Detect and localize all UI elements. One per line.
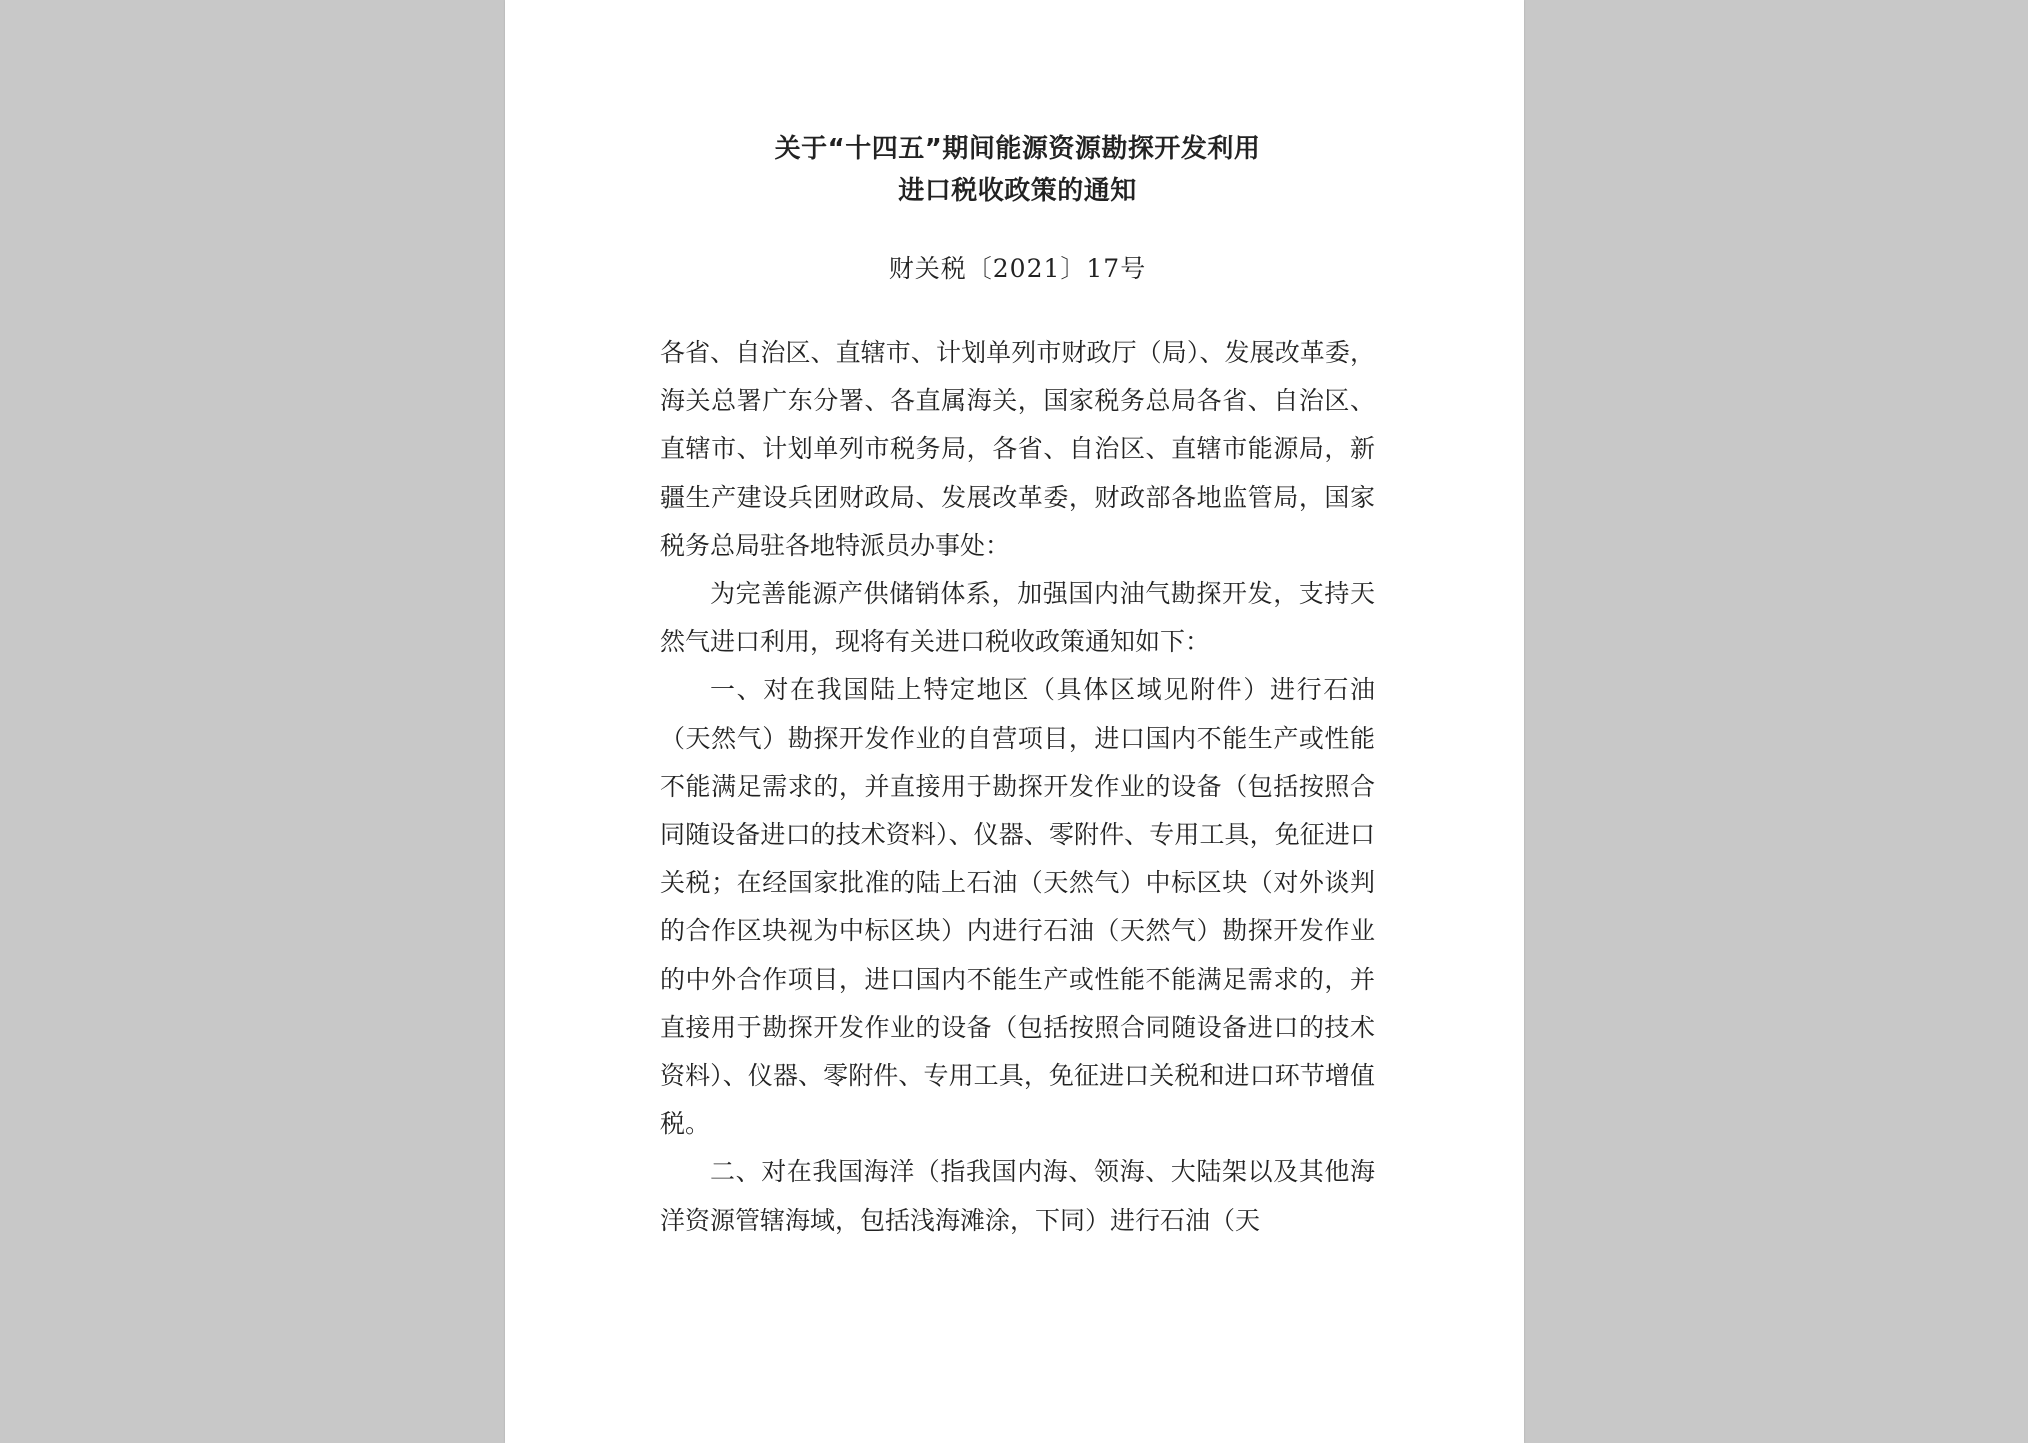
document-page	[505, 0, 1524, 1443]
document-title-line-2: 进口税收政策的通知	[898, 176, 1137, 206]
document-number: 财关税〔2021〕17号	[888, 254, 1147, 283]
addressee-paragraph: 各省、自治区、直辖市、计划单列市财政厅（局）、发展改革委，海关总署广东分署、各直属海关，国家税务总局各省、自治区、直辖市、计划单列市税务局，各省、自治区、直辖市能源局，新疆生产建设兵团财政局、发展改革委，财政部各地监管局，国家税务总局驻各地特派员办事处：	[660, 338, 1375, 560]
document-body	[660, 329, 1375, 1245]
clause-1-paragraph: 一、对在我国陆上特定地区（具体区域见附件）进行石油（天然气）勘探开发作业的自营项目，进口国内不能生产或性能不能满足需求的，并直接用于勘探开发作业的设备（包括按照合同随设备进口的技术资料）、仪器、零附件、专用工具，免征进口关税；在经国家批准的陆上石油（天然气）中标区块（对外谈判的合作区块视为中标区块）内进行石油（天然气）勘探开发作业的中外合作项目，进口国内不能生产或性能不能满足需求的，并直接用于勘探开发作业的设备（包括按照合同随设备进口的技术资料）、仪器、零附件、专用工具，免征进口关税和进口环节增值税。	[660, 675, 1375, 1139]
clause-2-paragraph: 二、对在我国海洋（指我国内海、领海、大陆架以及其他海洋资源管辖海域，包括浅海滩涂，下同）进行石油（天	[660, 1157, 1375, 1235]
document-title-line-1: 关于“十四五”期间能源资源勘探开发利用	[774, 134, 1261, 164]
intro-paragraph: 为完善能源产供储销体系，加强国内油气勘探开发，支持天然气进口利用，现将有关进口税收政策通知如下：	[660, 579, 1375, 657]
page-content	[660, 128, 1375, 1245]
